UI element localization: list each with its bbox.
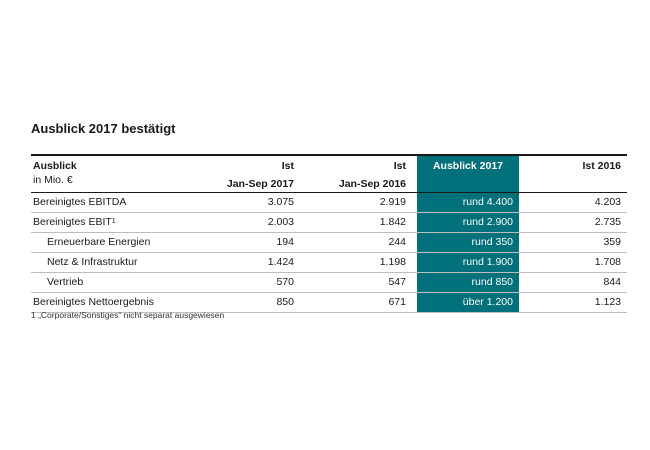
- row-label: Bereinigtes EBITDA: [33, 196, 127, 208]
- row-value-outlook-2017: rund 4.400: [417, 193, 519, 212]
- row-value-outlook-2017: rund 2.900: [417, 213, 519, 232]
- footnote: 1 „Corporate/Sonstiges“ nicht separat ausgewiesen: [31, 310, 225, 320]
- row-value-ist-year-2016: 2.735: [594, 216, 621, 228]
- row-label: Netz & Infrastruktur: [47, 256, 138, 268]
- row-value-ist-2016: 1.198: [379, 256, 406, 268]
- table-row: [31, 253, 627, 273]
- row-value-ist-2017: 3.075: [267, 196, 294, 208]
- row-value-ist-year-2016: 1.708: [594, 256, 621, 268]
- row-label: Erneuerbare Energien: [47, 236, 151, 248]
- header-col-ist-2016-line1: Ist: [393, 160, 406, 172]
- row-value-outlook-2017: rund 350: [417, 233, 519, 252]
- row-value-ist-2017: 1.424: [267, 256, 294, 268]
- table-row: [31, 233, 627, 253]
- row-value-ist-2016: 1.842: [379, 216, 406, 228]
- row-value-outlook-2017: rund 850: [417, 273, 519, 292]
- row-label: Vertrieb: [47, 276, 84, 288]
- table-header: [31, 154, 627, 193]
- header-col-label-title: Ausblick: [33, 160, 77, 172]
- row-value-ist-2017: 2.003: [267, 216, 294, 228]
- row-value-ist-2017: 850: [276, 296, 294, 308]
- footnote-marker: 1: [111, 218, 116, 225]
- row-label: [31, 213, 191, 232]
- row-value-ist-2017: 194: [276, 236, 294, 248]
- header-col-ist-2017-line2: Jan-Sep 2017: [226, 178, 294, 190]
- table-row: [31, 213, 627, 233]
- header-col-outlook-2017: Ausblick 2017: [417, 156, 519, 192]
- table-row: [31, 193, 627, 213]
- row-value-outlook-2017: rund 1.900: [417, 253, 519, 272]
- row-value-ist-2017: 570: [276, 276, 294, 288]
- row-value-ist-2016: 547: [388, 276, 406, 288]
- header-col-label-unit: in Mio. €: [33, 174, 73, 186]
- row-value-ist-year-2016: 4.203: [594, 196, 621, 208]
- row-value-ist-2016: 2.919: [379, 196, 406, 208]
- header-col-label: [31, 156, 191, 192]
- header-col-ist-2016-line2: Jan-Sep 2016: [338, 178, 406, 190]
- page-title: Ausblick 2017 bestätigt: [31, 121, 176, 136]
- row-value-ist-year-2016: 844: [603, 276, 621, 288]
- row-value-outlook-2017: über 1.200: [417, 293, 519, 312]
- header-col-ist-2017-line1: Ist: [281, 160, 294, 172]
- header-col-ist-2017: [195, 156, 300, 192]
- header-col-ist-year-2016: Ist 2016: [582, 160, 621, 172]
- row-value-ist-2016: 244: [388, 236, 406, 248]
- row-value-ist-year-2016: 1.123: [594, 296, 621, 308]
- row-label-text: Bereinigtes EBIT: [33, 216, 112, 228]
- header-col-ist-2016: [305, 156, 412, 192]
- table-row: [31, 273, 627, 293]
- row-label: Bereinigtes Nettoergebnis: [33, 296, 154, 308]
- row-value-ist-2016: 671: [388, 296, 406, 308]
- row-value-ist-year-2016: 359: [603, 236, 621, 248]
- outlook-table: [31, 154, 627, 313]
